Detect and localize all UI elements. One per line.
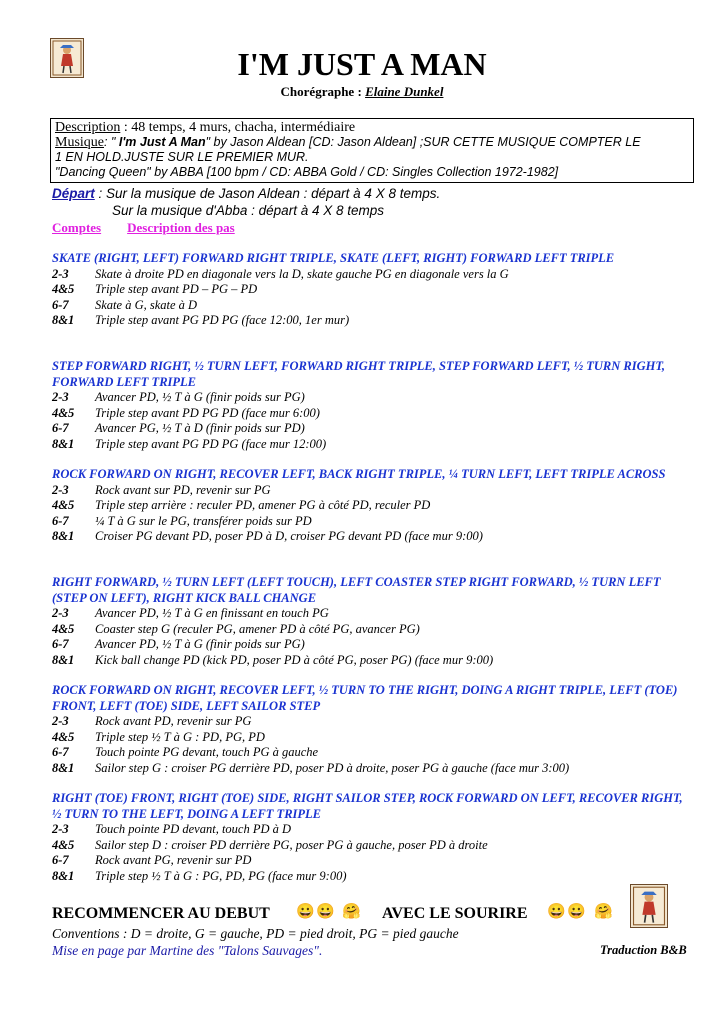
step-text: Avancer PD, ½ T à G (finir poids sur PG): [95, 637, 305, 651]
step-text: Skate à droite PD en diagonale vers la D, skate gauche PG en diagonale vers la G: [95, 266, 509, 281]
section-heading: RIGHT FORWARD, ½ TURN LEFT (LEFT TOUCH), LEFT COASTER STEP RIGHT FORWARD, ½ TURN LEFT (STEP ON LEFT), RIGHT KICK BALL CHANGE: [52, 575, 661, 605]
step-count: 6-7: [52, 745, 69, 759]
step-row: [52, 313, 692, 329]
description-line: [55, 120, 689, 135]
section-6: [52, 791, 692, 884]
step-text: Avancer PD, ½ T à G (finir poids sur PG): [95, 390, 305, 404]
step-count: 8&1: [52, 868, 75, 883]
step-text: Triple step avant PG PD PG (face mur 12:00): [95, 436, 327, 451]
section-5: [52, 683, 692, 776]
step-count: 4&5: [52, 498, 75, 512]
step-row: [52, 514, 692, 530]
step-text: Sailor step D : croiser PD derrière PG, poser PG à gauche, poser PD à droite: [95, 837, 488, 852]
step-count: 8&1: [52, 652, 75, 667]
step-count: 6-7: [52, 421, 69, 435]
depart-line-2: Sur la musique d'Abba : départ à 4 X 8 temps: [112, 203, 384, 218]
step-text: Kick ball change PD (kick PD, poser PD à côté PG, poser PG) (face mur 9:00): [95, 652, 494, 667]
smiley-icon: 😀: [316, 904, 335, 920]
smiley-icon: 😀: [547, 904, 566, 920]
step-row: [52, 653, 692, 669]
step-row: [52, 498, 692, 514]
step-text: Sailor step G : croiser PG derrière PD, poser PD à droite, poser PG à gauche (face mur 3:00): [95, 760, 570, 775]
step-count: 2-3: [52, 482, 69, 497]
translation-credit: Traduction B&B: [600, 943, 687, 957]
step-count: 8&1: [52, 436, 75, 451]
music-label: Musique: [55, 135, 104, 150]
smiley-icon: 😀: [296, 904, 315, 920]
section-4: [52, 575, 692, 668]
conventions-text: Conventions : D = droite, G = gauche, PD = pied droit, PG = pied gauche: [52, 926, 459, 941]
step-row: [52, 421, 692, 437]
dancing-smiley-icon: 🤗: [342, 904, 361, 920]
step-count: 6-7: [52, 853, 69, 867]
section-3: [52, 467, 692, 545]
step-text: ¼ T à G sur le PG, transférer poids sur PD: [95, 513, 312, 528]
layout-credit: Mise en page par Martine des "Talons Sauvages".: [52, 943, 323, 958]
step-text: Skate à G, skate à D: [95, 297, 198, 312]
step-count: 6-7: [52, 637, 69, 651]
depart-block: [52, 185, 440, 219]
section-2: [52, 359, 692, 452]
step-row: [52, 637, 692, 653]
step-text: Triple step arrière : reculer PD, amener PG à côté PD, reculer PD: [95, 498, 431, 512]
page-title: I'M JUST A MAN: [237, 46, 487, 82]
step-text: Rock avant PD, revenir sur PG: [95, 714, 252, 728]
music-line1-rest: " by Jason Aldean [CD: Jason Aldean] ;SUR CETTE MUSIQUE COMPTER LE: [205, 135, 641, 149]
step-text: Rock avant sur PD, revenir sur PG: [95, 482, 271, 497]
section-heading: ROCK FORWARD ON RIGHT, RECOVER LEFT, BACK RIGHT TRIPLE, ¼ TURN LEFT, LEFT TRIPLE ACROSS: [52, 467, 666, 481]
dancer-icon: [631, 885, 667, 927]
step-count: 2-3: [52, 714, 69, 728]
description-text: : 48 temps, 4 murs, chacha, intermédiaire: [120, 120, 356, 135]
depart-label: Départ: [52, 186, 95, 201]
choreographer-line: Chorégraphe : Elaine Dunkel: [280, 84, 444, 99]
section-heading: ROCK FORWARD ON RIGHT, RECOVER LEFT, ½ TURN TO THE RIGHT, DOING A RIGHT TRIPLE, LEFT (TOE) FRONT, LEFT (TOE) SIDE, LEFT SAILOR STEP: [52, 683, 678, 713]
step-count: 4&5: [52, 282, 75, 296]
step-row: [52, 853, 692, 869]
step-text: Rock avant PG, revenir sur PD: [95, 853, 252, 867]
step-text: Triple step ½ T à G : PD, PG, PD: [95, 729, 265, 744]
step-row: [52, 390, 692, 406]
step-row: [52, 622, 692, 638]
step-count: 6-7: [52, 513, 69, 528]
step-text: Avancer PD, ½ T à G en finissant en touch PG: [95, 606, 329, 620]
music-quote-open: : ": [104, 135, 119, 149]
step-row: [52, 822, 692, 838]
section-heading: STEP FORWARD RIGHT, ½ TURN LEFT, FORWARD RIGHT TRIPLE, STEP FORWARD LEFT, ½ TURN RIGHT, FORWARD LEFT TRIPLE: [52, 359, 665, 389]
step-row: [52, 730, 692, 746]
choreographer-name: Elaine Dunkel: [365, 84, 444, 99]
step-count: 4&5: [52, 621, 75, 636]
step-text: Touch pointe PD devant, touch PD à D: [95, 822, 292, 836]
choreographer-label: Chorégraphe: [280, 84, 355, 99]
music-line-2: 1 EN HOLD.JUSTE SUR LE PREMIER MUR.: [55, 150, 309, 164]
counts-header: Comptes: [52, 220, 102, 235]
smile-text: AVEC LE SOURIRE: [382, 905, 528, 922]
step-text: Avancer PG, ½ T à D (finir poids sur PD): [95, 421, 305, 435]
step-row: [52, 745, 692, 761]
step-row: [52, 869, 692, 885]
description-label: Description: [55, 120, 121, 135]
column-headers: [52, 220, 235, 236]
dancer-logo-bottom: [630, 884, 668, 928]
step-text: Croiser PG devant PD, poser PD à D, croiser PG devant PD (face mur 9:00): [95, 529, 483, 543]
step-text: Triple step avant PG PD PG (face 12:00, 1er mur): [95, 313, 350, 327]
step-count: 2-3: [52, 266, 69, 281]
step-row: [52, 406, 692, 422]
music-line-3: "Dancing Queen" by ABBA [100 bpm / CD: ABBA Gold / CD: Singles Collection 1972-1982]: [55, 165, 559, 179]
step-row: [52, 714, 692, 730]
step-count: 4&5: [52, 837, 75, 852]
step-count: 8&1: [52, 760, 75, 775]
step-row: [52, 606, 692, 622]
step-row: [52, 298, 692, 314]
step-count: 2-3: [52, 822, 69, 836]
music-song-title: I'm Just A Man: [118, 135, 206, 149]
depart-line-1: : Sur la musique de Jason Aldean : départ à 4 X 8 temps.: [94, 186, 441, 201]
step-text: Triple step ½ T à G : PG, PD, PG (face mur 9:00): [95, 868, 347, 883]
step-count: 8&1: [52, 313, 75, 327]
step-text: Touch pointe PG devant, touch PG à gauche: [95, 745, 319, 759]
smiley-icon: 😀: [567, 904, 586, 920]
music-line: [55, 135, 689, 150]
step-count: 4&5: [52, 729, 75, 744]
step-row: [52, 483, 692, 499]
restart-text: RECOMMENCER AU DEBUT: [52, 905, 270, 922]
description-box: [50, 118, 694, 183]
step-row: [52, 437, 692, 453]
steps-header: Description des pas: [127, 220, 235, 235]
dancing-smiley-icon: 🤗: [594, 904, 613, 920]
section-1: [52, 251, 692, 329]
step-text: Coaster step G (reculer PG, amener PD à côté PG, avancer PG): [95, 621, 420, 636]
step-text: Triple step avant PD – PG – PD: [95, 282, 258, 296]
section-heading: SKATE (RIGHT, LEFT) FORWARD RIGHT TRIPLE, SKATE (LEFT, RIGHT) FORWARD LEFT TRIPLE: [52, 251, 615, 265]
step-count: 4&5: [52, 405, 75, 420]
step-row: [52, 282, 692, 298]
step-count: 8&1: [52, 529, 75, 543]
step-count: 2-3: [52, 390, 69, 404]
step-text: Triple step avant PD PG PD (face mur 6:00): [95, 405, 320, 420]
step-row: [52, 267, 692, 283]
step-count: 6-7: [52, 297, 69, 312]
step-row: [52, 761, 692, 777]
section-heading: RIGHT (TOE) FRONT, RIGHT (TOE) SIDE, RIGHT SAILOR STEP, ROCK FORWARD ON LEFT, RECOVER RIGHT, ½ TURN TO THE LEFT, DOING A LEFT TRIPLE: [52, 791, 683, 821]
step-row: [52, 838, 692, 854]
step-row: [52, 529, 692, 545]
step-count: 2-3: [52, 606, 69, 620]
